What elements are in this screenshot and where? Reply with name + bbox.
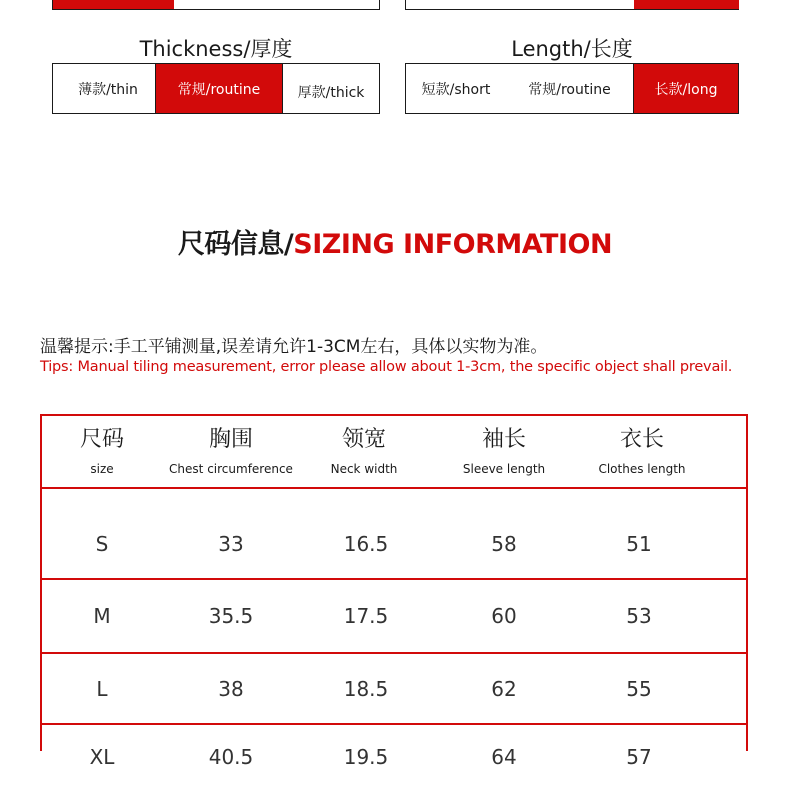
cell-neck (344, 725, 389, 799)
cell-value: 33 (218, 531, 244, 556)
cell-chest (209, 725, 254, 799)
header-size-cn: 尺码 (79, 427, 125, 453)
size-table (40, 414, 748, 769)
header-sleeve-cn: 袖长 (481, 427, 527, 453)
cell-chest (218, 654, 243, 723)
cell-value: 53 (626, 604, 652, 628)
cell-clothes (626, 489, 651, 578)
header-sleeve (463, 416, 545, 487)
header-chest-en: Chest circumference (169, 461, 293, 476)
cell-size (90, 725, 115, 799)
top-selector-right (405, 0, 739, 10)
cell-neck (344, 580, 389, 652)
cell-value: S (95, 531, 109, 556)
length-option-long[interactable]: 长款/long (634, 64, 738, 113)
cell-value: 16.5 (343, 531, 389, 556)
cell-clothes (626, 580, 651, 652)
header-neck-en: Neck width (330, 461, 398, 476)
header-clothes-cn: 衣长 (619, 427, 665, 453)
cell-neck (344, 489, 389, 578)
cell-value: 17.5 (343, 604, 389, 628)
cell-sleeve (491, 580, 516, 652)
thickness-option-routine[interactable]: 常规/routine (156, 64, 283, 113)
cell-value: 35.5 (208, 604, 254, 628)
header-clothes-en: Clothes length (598, 461, 686, 476)
top-selector-left (52, 0, 380, 10)
cell-chest (218, 489, 243, 578)
tips-cn: 温馨提示:手工平铺测量,误差请允许1-3CM左右，具体以实物为准。 (40, 337, 548, 357)
thickness-option-thick[interactable]: 厚款/thick (297, 84, 365, 101)
cell-value: 51 (626, 531, 652, 556)
header-clothes (598, 416, 685, 487)
cell-neck (344, 654, 389, 723)
cell-value: 57 (626, 745, 652, 769)
length-selector (405, 63, 739, 114)
table-row (42, 725, 746, 799)
top-selector-right-active (634, 0, 739, 9)
thickness-selector (52, 63, 380, 114)
cell-size (96, 654, 107, 723)
cell-sleeve (491, 725, 516, 799)
cell-value: 55 (626, 676, 652, 701)
cell-value: 58 (491, 531, 517, 556)
table-row (42, 489, 746, 580)
length-option-routine[interactable]: 常规/routine (506, 64, 634, 113)
cell-value: M (93, 604, 111, 628)
sizing-title-cn: 尺码信息/ (177, 229, 294, 260)
tips-en: Tips: Manual tiling measurement, error please allow about 1-3cm, the specific object shall prevail. (40, 359, 733, 375)
cell-value: 62 (491, 676, 517, 701)
cell-value: 18.5 (343, 676, 389, 701)
table-header-row (42, 416, 746, 489)
cell-sleeve (491, 489, 516, 578)
cell-sleeve (491, 654, 516, 723)
cell-value: 64 (491, 745, 517, 769)
header-size-en: size (90, 461, 114, 476)
sizing-title (0, 222, 790, 261)
header-sleeve-en: Sleeve length (462, 461, 546, 476)
cell-size (96, 489, 109, 578)
cell-value: 38 (218, 676, 244, 701)
cell-chest (209, 580, 254, 652)
header-chest-cn: 胸围 (208, 427, 254, 453)
length-option-short[interactable]: 短款/short (421, 81, 491, 98)
cell-value: 40.5 (208, 745, 254, 769)
cell-clothes (626, 654, 651, 723)
cell-value: 19.5 (343, 745, 389, 769)
cell-value: XL (89, 745, 115, 769)
header-size (80, 416, 124, 487)
length-title: Length/长度 (511, 37, 633, 61)
cell-value: 60 (491, 604, 517, 628)
cell-clothes (626, 725, 651, 799)
thickness-option-thin[interactable]: 薄款/thin (53, 64, 156, 113)
top-selector-left-active (53, 0, 174, 9)
thickness-title: Thickness/厚度 (139, 37, 293, 61)
header-neck (331, 416, 398, 487)
sizing-title-en: SIZING INFORMATION (293, 229, 613, 260)
table-row (42, 654, 746, 725)
header-neck-cn: 领宽 (341, 427, 387, 453)
cell-size (93, 580, 110, 652)
header-chest (169, 416, 293, 487)
cell-value: L (96, 676, 108, 701)
table-row (42, 580, 746, 654)
